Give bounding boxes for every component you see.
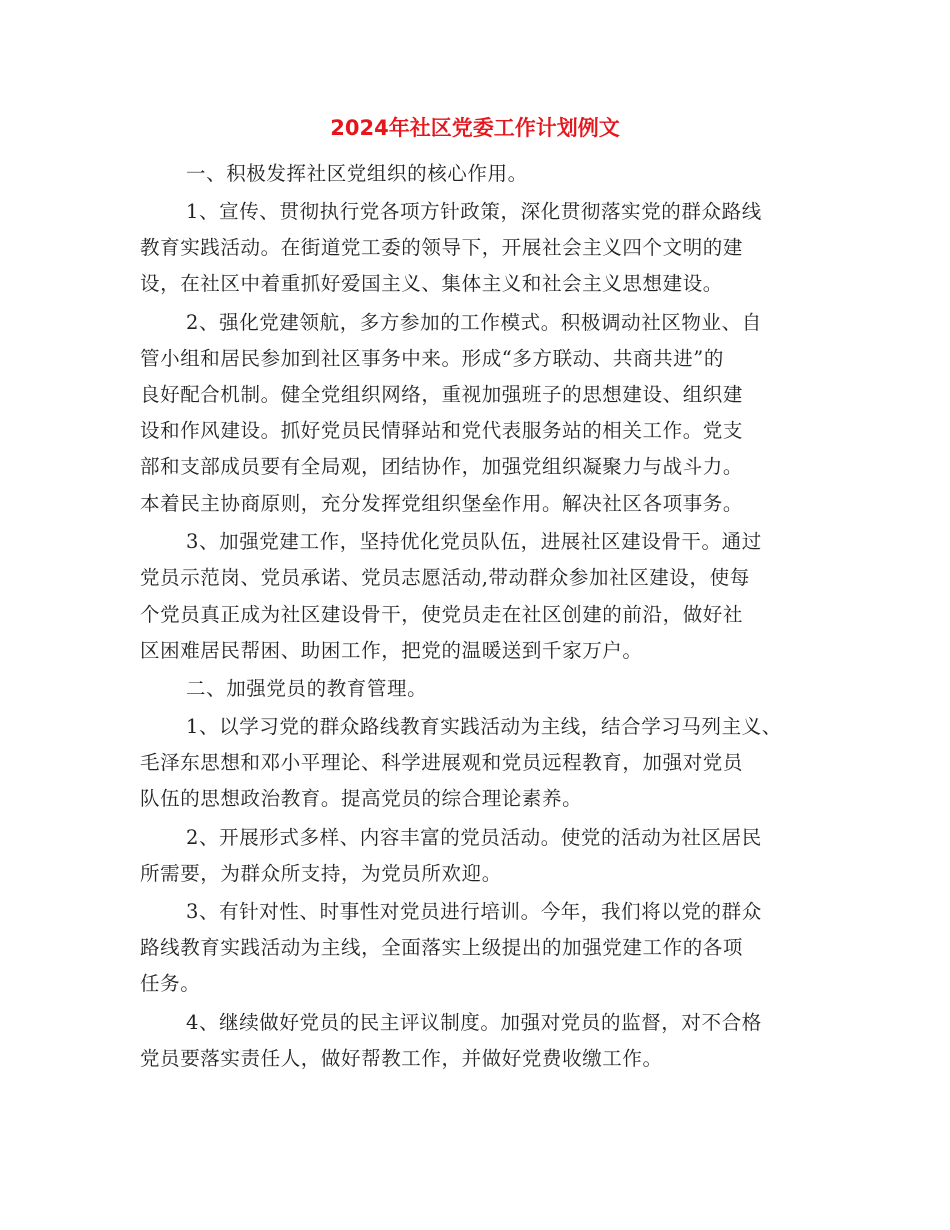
paragraph-line: 部和支部成员要有全局观，团结协作，加强党组织凝聚力与战斗力。 xyxy=(140,455,744,478)
paragraph-line: 1、宣传、贯彻执行党各项方针政策，深化贯彻落实党的群众路线 xyxy=(186,200,762,223)
paragraph-line: 教育实践活动。在街道党工委的领导下，开展社会主义四个文明的建 xyxy=(140,236,744,259)
section-heading-1: 一、积极发挥社区党组织的核心作用。 xyxy=(186,162,528,185)
paragraph-line: 设和作风建设。抓好党员民情驿站和党代表服务站的相关工作。党支 xyxy=(140,419,744,442)
paragraph-line: 党员示范岗、党员承诺、党员志愿活动,带动群众参加社区建设，使每 xyxy=(140,566,750,589)
paragraph-line: 3、有针对性、时事性对党员进行培训。今年，我们将以党的群众 xyxy=(186,900,762,923)
paragraph-line: 毛泽东思想和邓小平理论、科学进展观和党员远程教育，加强对党员 xyxy=(140,751,744,774)
section-heading-2: 二、加强党员的教育管理。 xyxy=(186,677,428,700)
paragraph-line: 个党员真正成为社区建设骨干，使党员走在社区创建的前沿，做好社 xyxy=(140,603,744,626)
paragraph-line: 2、强化党建领航，多方参加的工作模式。积极调动社区物业、自 xyxy=(186,311,762,334)
paragraph-line: 1、以学习党的群众路线教育实践活动为主线，结合学习马列主义、 xyxy=(186,715,782,738)
paragraph-line: 党员要落实责任人，做好帮教工作，并做好党费收缴工作。 xyxy=(140,1047,663,1070)
document-title: 2024年社区党委工作计划例文 xyxy=(330,116,620,140)
paragraph-line: 路线教育实践活动为主线，全面落实上级提出的加强党建工作的各项 xyxy=(140,936,744,959)
paragraph-line: 任务。 xyxy=(140,972,201,995)
paragraph-line: 管小组和居民参加到社区事务中来。形成“多方联动、共商共进”的 xyxy=(140,347,724,370)
paragraph-line: 区困难居民帮困、助困工作，把党的温暖送到千家万户。 xyxy=(140,639,643,662)
paragraph-line: 2、开展形式多样、内容丰富的党员活动。使党的活动为社区居民 xyxy=(186,826,762,849)
paragraph-line: 所需要，为群众所支持，为党员所欢迎。 xyxy=(140,862,502,885)
paragraph-line: 本着民主协商原则，充分发挥党组织堡垒作用。解决社区各项事务。 xyxy=(140,492,744,515)
paragraph-line: 4、继续做好党员的民主评议制度。加强对党员的监督，对不合格 xyxy=(186,1011,762,1034)
paragraph-line: 设，在社区中着重抓好爱国主义、集体主义和社会主义思想建设。 xyxy=(140,272,723,295)
paragraph-line: 队伍的思想政治教育。提高党员的综合理论素养。 xyxy=(140,787,583,810)
paragraph-line: 3、加强党建工作，坚持优化党员队伍，进展社区建设骨干。通过 xyxy=(186,530,762,553)
paragraph-line: 良好配合机制。健全党组织网络，重视加强班子的思想建设、组织建 xyxy=(140,383,744,406)
